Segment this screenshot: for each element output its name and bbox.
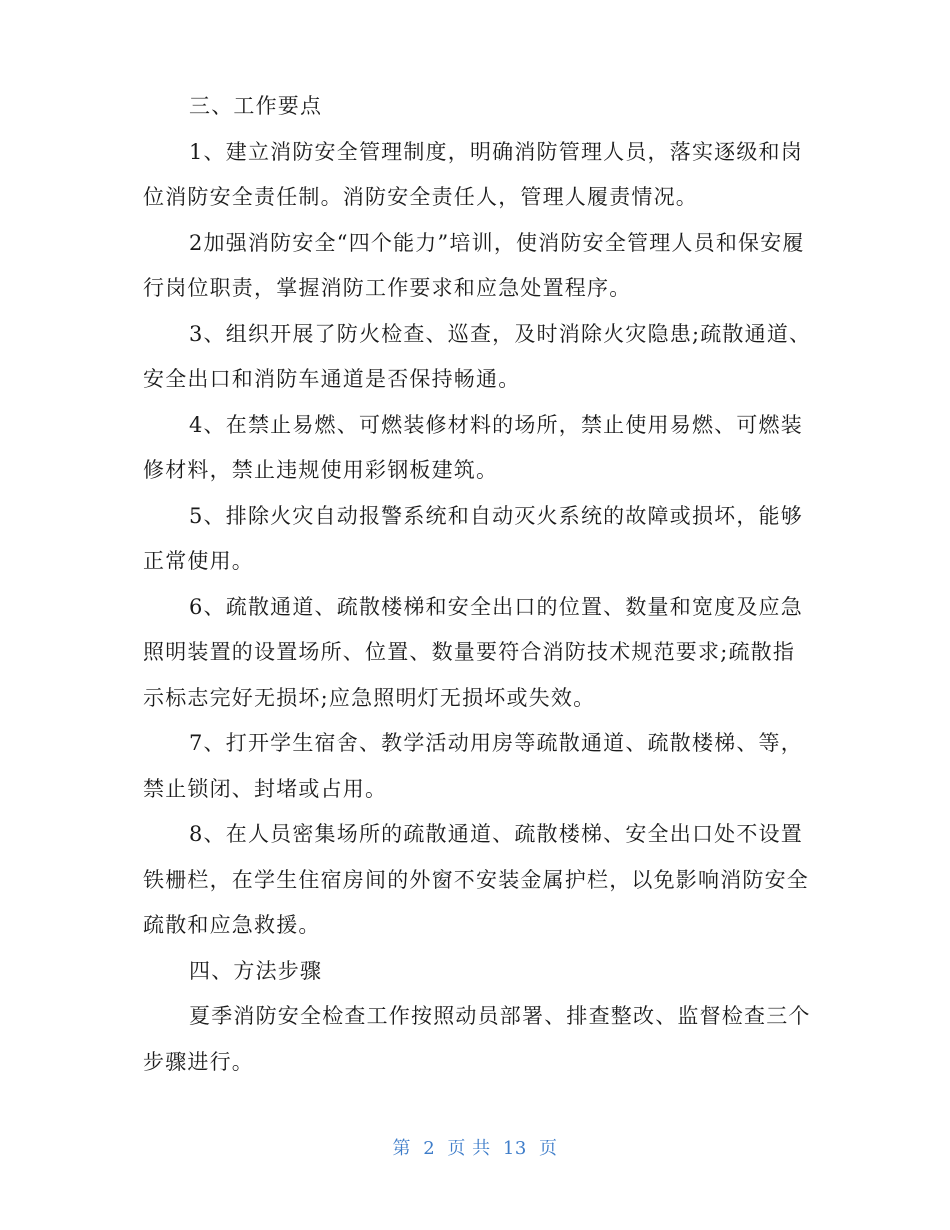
paragraph-item-1: 1、建立消防安全管理制度，明确消防管理人员，落实逐级和岗位消防安全责任制。消防安全责任人，管理人履责情况。 <box>143 139 803 209</box>
paragraph-item-2: 2加强消防安全“四个能力”培训，使消防安全管理人员和保安履行岗位职责，掌握消防工作要求和应急处置程序。 <box>143 230 805 300</box>
footer-suffix: 页 <box>539 1138 558 1159</box>
footer-middle: 页 共 <box>447 1138 491 1159</box>
footer-total-pages: 13 <box>502 1138 527 1159</box>
footer-prefix: 第 <box>392 1138 411 1159</box>
paragraph-item-4: 4、在禁止易燃、可燃装修材料的场所，禁止使用易燃、可燃装修材料，禁止违规使用彩钢板建筑。 <box>143 412 803 482</box>
footer-current-page: 2 <box>423 1138 436 1159</box>
paragraph-item-3: 3、组织开展了防火检查、巡查，及时消除火灾隐患;疏散通道、安全出口和消防车通道是否保持畅通。 <box>143 321 812 391</box>
paragraph-item-7: 7、打开学生宿舍、教学活动用房等疏散通道、疏散楼梯、等，禁止锁闭、封堵或占用。 <box>143 731 803 801</box>
paragraph-item-6: 6、疏散通道、疏散楼梯和安全出口的位置、数量和宽度及应急照明装置的设置场所、位置、数量要符合消防技术规范要求;疏散指示标志完好无损坏;应急照明灯无损坏或失效。 <box>143 594 803 710</box>
paragraph-item-5: 5、排除火灾自动报警系统和自动灭火系统的故障或损坏，能够正常使用。 <box>143 503 803 573</box>
paragraph-item-8: 8、在人员密集场所的疏散通道、疏散楼梯、安全出口处不设置铁栅栏，在学生住宿房间的外窗不安装金属护栏，以免影响消防安全疏散和应急救援。 <box>143 822 809 937</box>
page-number-footer <box>0 1134 950 1160</box>
section-heading-method-steps: 四、方法步骤 <box>189 958 323 983</box>
paragraph-method-summary: 夏季消防安全检查工作按照动员部署、排查整改、监督检查三个步骤进行。 <box>143 1004 811 1074</box>
section-heading-work-points: 三、工作要点 <box>189 94 323 118</box>
document-body <box>143 84 813 1085</box>
